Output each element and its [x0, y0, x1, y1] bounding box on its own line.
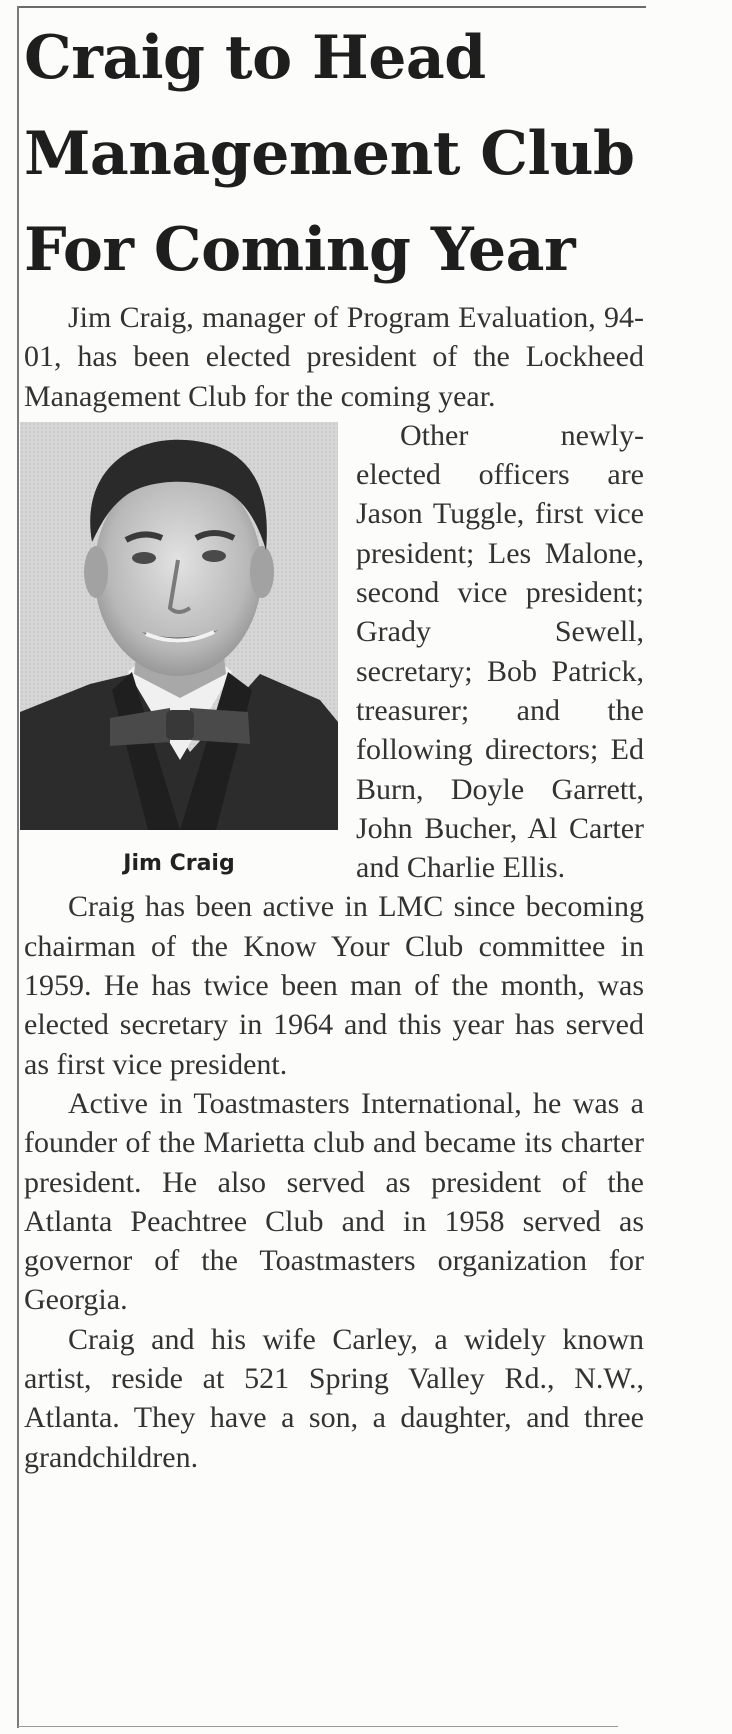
portrait-illustration — [20, 422, 338, 830]
paragraph: Jim Craig, manager of Program Evaluation, 94-01, has been elected president of the Lockheed Management Club for the coming year. — [24, 301, 644, 413]
paragraph-officers — [24, 416, 644, 888]
headline — [24, 10, 644, 298]
photo-caption: Jim Craig — [123, 850, 235, 876]
article-body — [24, 298, 644, 1477]
top-rule — [18, 6, 646, 8]
paragraph-text: Other newly-elected officers are Jason Tuggle, first vice president; Les Malone, second vice president; Grady Sewell, secretary; Bob Patrick, treasurer; and the following directors; Ed Burn, Doyle Garrett, John Bucher, Al Carter and Charlie Ellis. — [356, 418, 644, 885]
column-rule — [17, 6, 19, 1728]
paragraph: Active in Toastmasters International, he was a founder of the Marietta club and became its charter president. He also served as president of the Atlanta Peachtree Club and in 1958 served as governor of the Toastmasters organization for Georgia. — [24, 1086, 644, 1317]
headline-line: Craig to Head — [24, 23, 486, 93]
article — [24, 10, 644, 1477]
paragraph: Craig and his wife Carley, a widely known artist, reside at 521 Spring Valley Rd., N.W., Atlanta. They have a son, a daughter, and three grandchildren. — [24, 1322, 644, 1474]
paragraph: Craig has been active in LMC since becoming chairman of the Know Your Club committee in 1959. He has twice been man of the month, was elected secretary in 1964 and this year has served as first vice president. — [24, 890, 644, 1081]
portrait-photo — [20, 422, 338, 830]
photo-figure — [20, 422, 338, 874]
headline-line: For Coming Year — [24, 215, 576, 285]
bottom-rule — [18, 1726, 618, 1727]
headline-line: Management Club — [24, 119, 635, 189]
